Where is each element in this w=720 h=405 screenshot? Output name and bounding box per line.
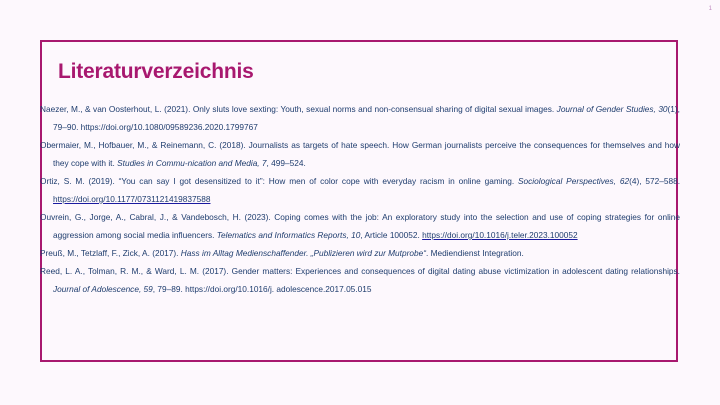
reference-list [40,100,680,298]
reference-source: Studies in Commu-nication and Media, 7 [117,158,267,168]
reference-details: , Article 100052. [360,230,423,240]
reference-details: . Mediendienst Integration. [425,248,524,258]
reference-source: Hass im Alltag Medienschaffender. „Publizieren wird zur Mutprobe“ [180,248,426,258]
reference-details: (1), 79–90. https://doi.org/10.1080/09589236.2020.1799767 [53,104,680,132]
reference-entry [40,244,680,262]
reference-entry [40,208,680,244]
slide-title: Literaturverzeichnis [58,60,254,83]
reference-text: Obermaier, M., Hofbauer, M., & Reinemann, C. (2018). Journalists as targets of hate speech. How German journalists perceive the consequences for themselves and how they cope with it. [40,140,680,168]
reference-text: Ouvrein, G., Jorge, A., Cabral, J., & Vandebosch, H. (2023). Coping comes with the job: An exploratory study into the selection and use of coping strategies for online aggression among social media influencers. [40,212,680,240]
reference-source: Telematics and Informatics Reports, 10 [216,230,361,240]
page-number: 1 [708,6,712,12]
reference-entry [40,262,680,298]
reference-text: Ortiz, S. M. (2019). “You can say I got desensitized to it”: How men of color cope with everyday racism in online gaming. [40,176,519,186]
reference-entry [40,136,680,172]
reference-source: Journal of Gender Studies, 30 [556,104,668,114]
reference-details: , 499–524. [266,158,306,168]
reference-text: Reed, L. A., Tolman, R. M., & Ward, L. M. (2017). Gender matters: Experiences and consequences of digital dating abuse victimization in adolescent dating relationships. [40,266,680,276]
reference-details: , 79–89. https://doi.org/10.1016/j. adolescence.2017.05.015 [152,284,372,294]
reference-details: (4), 572–588. [629,176,681,186]
reference-text: Preuß, M., Tetzlaff, F., Zick, A. (2017). [40,248,181,258]
reference-source: Journal of Adolescence, 59 [53,284,153,294]
reference-entry [40,172,680,208]
reference-text: Naezer, M., & van Oosterhout, L. (2021). Only sluts love sexting: Youth, sexual norms and non-consensual sharing of digital sexual images. [40,104,557,114]
reference-entry [40,100,680,136]
doi-link[interactable]: https://doi.org/10.1177/0731121419837588 [53,194,211,204]
reference-source: Sociological Perspectives, 62 [518,176,630,186]
doi-link[interactable]: https://doi.org/10.1016/j.teler.2023.100052 [422,230,578,240]
